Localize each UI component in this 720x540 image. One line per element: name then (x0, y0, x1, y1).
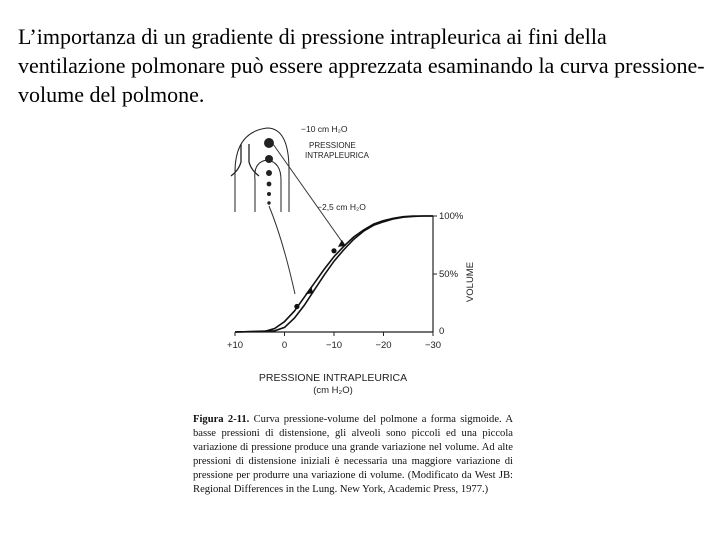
curve-series-1 (235, 216, 433, 332)
curve-point-2 (331, 248, 336, 253)
dot-4 (267, 182, 272, 187)
pleural-pressure-dots (264, 138, 274, 205)
x-axis-label-line1: PRESSIONE INTRAPLEURICA (258, 372, 408, 384)
lung-diagram (231, 128, 289, 212)
y-tick-label-2: 50% (439, 269, 459, 280)
leader-base (269, 206, 295, 294)
dot-2 (265, 155, 273, 163)
pressure-volume-figure (225, 110, 485, 415)
slide-paragraph: L’importanza di un gradiente di pressione intrapleurica ai fini della ventilazione polmonare può essere apprezzata esaminando la curva pressione-volume del polmone. (18, 24, 705, 107)
dot-3 (266, 170, 272, 176)
x-tick-label-1: +10 (226, 340, 244, 351)
trachea-right-line (249, 144, 259, 176)
axes (235, 216, 433, 332)
y-axis-label: VOLUME (465, 261, 476, 303)
curve-point-1 (294, 304, 299, 309)
inner-label-line2: INTRAPLEURICA (305, 151, 370, 160)
deflation-arrow (338, 240, 346, 247)
curve-series-2 (235, 216, 433, 332)
dot-6 (267, 201, 270, 204)
dot-apex (264, 138, 274, 148)
x-axis-label-line2: (cm H₂O) (313, 385, 353, 396)
lower-annotation: −2,5 cm H₂O (317, 202, 366, 212)
x-tick-label-5: −30 (424, 340, 442, 351)
x-tick-label-3: −10 (325, 340, 343, 351)
dot-5 (267, 192, 271, 196)
y-tick-label-1: 0 (439, 326, 445, 337)
y-tick-label-3: 100% (439, 211, 464, 222)
plot-layer (227, 211, 464, 351)
figure-caption (193, 413, 513, 497)
caption-text: Curva pressione-volume del polmone a forma sigmoide. A basse pressioni di distensione, gli alveoli sono piccoli ed una piccola variazione di pressione produce una grande variazione nel volume. Ad alte pressioni di distensione iniziali è necessaria una maggiore variazione di pressione per produrre una variazione di volume. (Modificato da West JB: Regional Differences in the Lung. New York, Academic Press, 1977.) (193, 414, 514, 495)
inner-label-line1: PRESSIONE (309, 141, 356, 150)
leader-lines (269, 144, 345, 294)
caption-label: Figura 2-11. (193, 414, 250, 425)
top-annotation: −10 cm H₂O (301, 124, 348, 134)
x-tick-label-4: −20 (375, 340, 392, 351)
x-tick-label-2: 0 (281, 340, 288, 351)
